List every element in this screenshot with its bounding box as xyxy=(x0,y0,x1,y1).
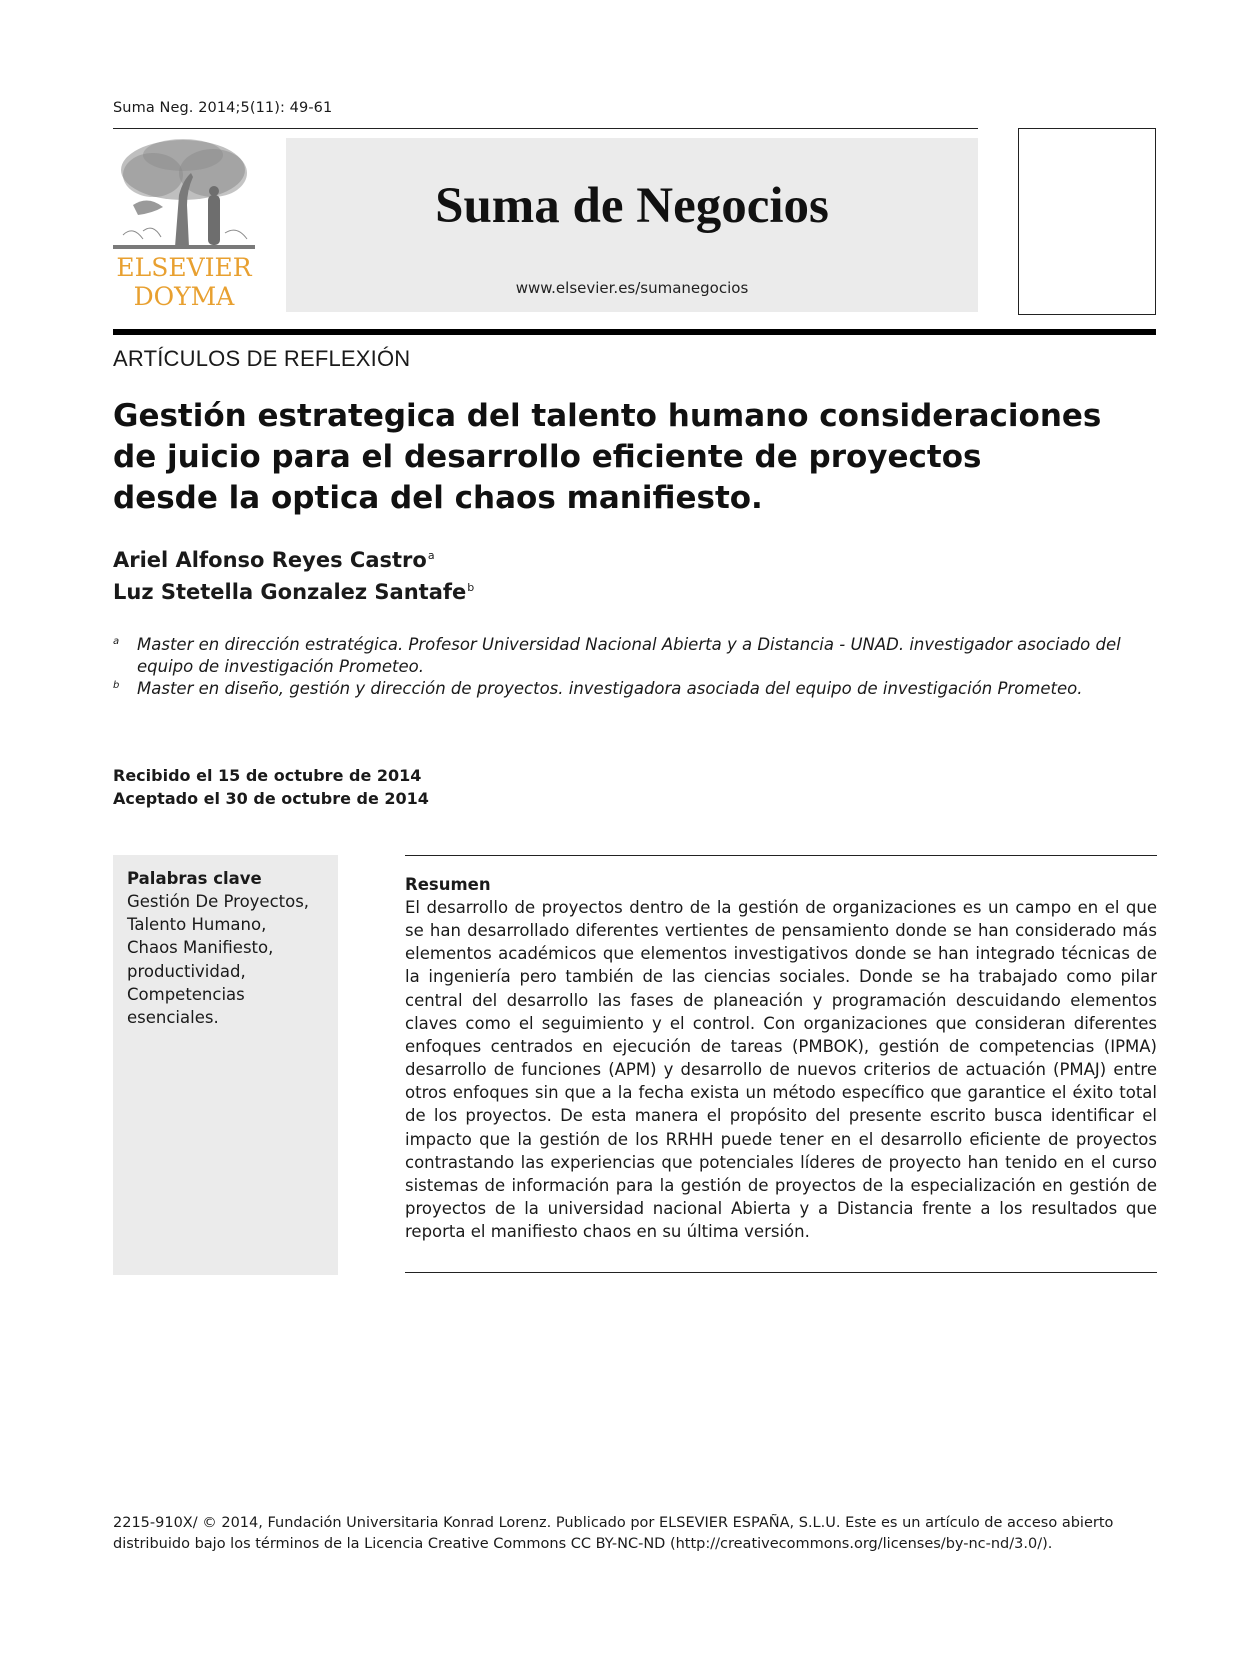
received-date: Recibido el 15 de octubre de 2014 xyxy=(113,766,422,785)
abstract-title: Resumen xyxy=(405,875,491,894)
journal-url-link[interactable]: www.elsevier.es/sumanegocios xyxy=(515,279,749,297)
elsevier-logo xyxy=(113,135,255,313)
author-name: Ariel Alfonso Reyes Castro xyxy=(113,548,427,572)
header-thick-rule xyxy=(113,329,1156,335)
keyword: Competencias xyxy=(127,984,245,1004)
logo-text-doyma: DOYMA xyxy=(133,282,235,311)
abstract-top-rule xyxy=(405,855,1157,856)
author-affiliation-mark: a xyxy=(427,549,435,562)
keyword: productividad, xyxy=(127,961,246,981)
affiliation-text: Master en dirección estratégica. Profesor Universidad Nacional Abierta y a Distancia - UNAD. investigador asociado del equipo de investigación Prometeo. xyxy=(137,635,1121,676)
keyword: Gestión De Proyectos, xyxy=(127,892,310,911)
abstract-body: El desarrollo de proyectos dentro de la gestión de organizaciones es un campo en el que se han desarrollado diferentes vertientes de pensamiento donde se han considerado más elementos académicos que elementos investigativos donde se han integrado técnicas de la ingeniería pero también de las ciencias sociales. Donde se ha trabajado como pilar central del desarrollo las fases de planeación y programación descuidando elementos claves como el seguimiento y el control. Con organizaciones que consideran diferentes enfoques centrados en ejecución de tareas (PMBOK), gestión de competencias (IPMA) desarrollo de funciones (APM) y desarrollo de nuevos criterios de actuación (PMAJ) entre otros enfoques sin que a la fecha exista un método específico que garantice el éxito total de los proyectos. De esta manera el propósito del presente escrito busca identificar el impacto que la gestión de los RRHH puede tener en el desarrollo eficiente de proyectos contrastando las experiencias que potenciales líderes de proyecto han tenido en el curso sistemas de información para la gestión de proyectos de la especialización en gestión de proyectos de la universidad nacional Abierta y a Distancia frente a los resultados que reporta el manifiesto chaos en su última versión. xyxy=(405,898,1157,1242)
affiliation xyxy=(113,678,1158,700)
author-name: Luz Stetella Gonzalez Santafe xyxy=(113,580,467,604)
article-section: ARTÍCULOS DE REFLEXIÓN xyxy=(113,346,411,371)
header-rule xyxy=(113,128,978,129)
affiliation-mark: b xyxy=(113,680,120,691)
keywords-panel xyxy=(113,855,338,1275)
title-line: desde la optica del chaos manifiesto. xyxy=(113,480,763,516)
journal-masthead xyxy=(286,138,978,312)
journal-title: Suma de Negocios xyxy=(435,178,829,234)
keywords-title: Palabras clave xyxy=(127,869,262,888)
author xyxy=(113,576,474,608)
author-affiliation-mark: b xyxy=(467,581,475,594)
footer-line: distribuido bajo los términos de la Licencia Creative Commons CC BY-NC-ND (http://creativecommons.org/licenses/by-nc-nd/3.0/). xyxy=(113,1536,1053,1552)
author xyxy=(113,544,474,576)
footer-line: 2215-910X/ © 2014, Fundación Universitaria Konrad Lorenz. Publicado por ELSEVIER ESPAÑA, S.L.U. Este es un artículo de acceso abierto xyxy=(113,1515,1114,1531)
affiliations xyxy=(113,634,1158,700)
affiliation-mark: a xyxy=(113,636,120,647)
journal-cover-placeholder xyxy=(1018,128,1156,315)
logo-wordmark xyxy=(113,253,255,311)
logo-text-elsevier: ELSEVIER xyxy=(116,253,252,282)
title-line: de juicio para el desarrollo eficiente de proyectos xyxy=(113,439,982,475)
abstract-bottom-rule xyxy=(405,1272,1157,1273)
keyword: esenciales. xyxy=(127,1008,219,1028)
article-dates xyxy=(113,764,429,810)
keyword: Chaos Manifiesto, xyxy=(127,938,274,958)
author-list xyxy=(113,544,474,608)
affiliation-text: Master en diseño, gestión y dirección de proyectos. investigadora asociada del equipo de investigación Prometeo. xyxy=(137,679,1083,698)
abstract-section xyxy=(405,873,1157,1243)
journal-citation: Suma Neg. 2014;5(11): 49-61 xyxy=(113,100,333,116)
title-line: Gestión estrategica del talento humano consideraciones xyxy=(113,398,1102,434)
keyword: Talento Humano, xyxy=(127,915,267,935)
copyright-footer xyxy=(113,1513,1173,1555)
article-title xyxy=(113,396,1153,519)
accepted-date: Aceptado el 30 de octubre de 2014 xyxy=(113,789,429,808)
tree-illustration-icon xyxy=(113,135,255,251)
affiliation xyxy=(113,634,1158,678)
